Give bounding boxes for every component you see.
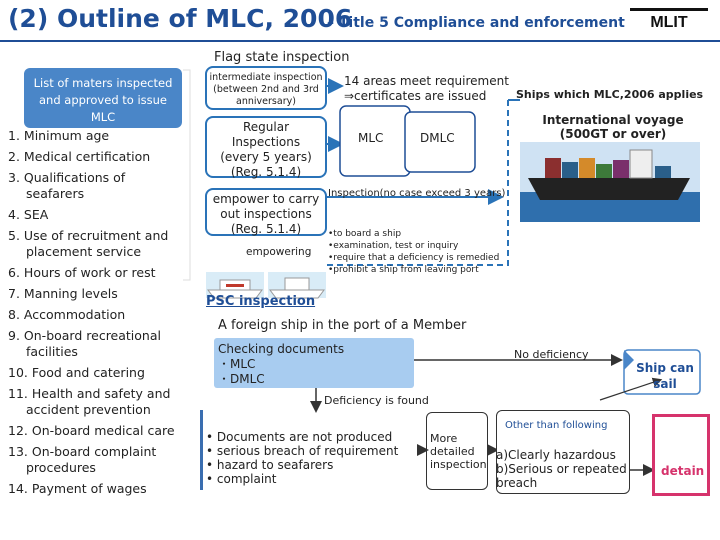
page-title: (2) Outline of MLC, 2006: [8, 4, 353, 33]
list-item-text: Health and safety and: [31, 386, 171, 401]
mlc-cert-label: MLC: [358, 131, 384, 145]
more-line-1: More: [430, 432, 458, 445]
areas-text: [344, 74, 509, 104]
list-item-continuation: seafarers: [26, 186, 85, 201]
list-item-text: On-board medical care: [31, 423, 175, 438]
list-item-number: 2.: [8, 149, 20, 164]
list-item-number: 8.: [8, 307, 20, 322]
more-line-3: inspection: [430, 458, 487, 471]
empower-line-1: empower to carry: [212, 192, 320, 206]
checking-documents: [218, 342, 344, 387]
deficiency-found-label: Deficiency is found: [324, 394, 429, 407]
list-item-number: 13.: [8, 444, 28, 459]
list-item-continuation: accident prevention: [26, 402, 151, 417]
list-item-number: 11.: [8, 386, 28, 401]
regular-inspections-box: [205, 116, 327, 178]
regular-line-1: Regular: [242, 120, 290, 134]
no-deficiency-label: No deficiency: [514, 348, 589, 361]
detain-label: detain: [661, 464, 705, 478]
can-sail-line-2: sail: [653, 377, 677, 391]
power-item: •to board a ship: [328, 229, 402, 239]
ships-applies-label: Ships which MLC,2006 applies: [516, 88, 704, 101]
check-line-2: ・MLC: [218, 357, 256, 371]
regular-line-2: Inspections: [231, 135, 301, 149]
list-item-number: 10.: [8, 365, 28, 380]
list-item-number: 14.: [8, 481, 28, 496]
power-item: •examination, test or inquiry: [328, 241, 459, 251]
list-item-continuation: facilities: [26, 344, 78, 359]
list-item-text: Medical certification: [23, 149, 151, 164]
ship-can-sail: [634, 360, 696, 392]
areas-line-1: 14 areas meet requirement: [344, 74, 509, 88]
power-item: •prohibit a ship from leaving port: [328, 265, 479, 275]
list-item-text: Accommodation: [23, 307, 126, 322]
list-item-number: 5.: [8, 228, 20, 243]
detailed-inspection: [430, 432, 487, 471]
list-item-text: Qualifications of: [23, 170, 126, 185]
reason-item: • hazard to seafarers: [206, 458, 334, 472]
hazard-conditions: [496, 448, 627, 490]
list-item-text: Food and catering: [31, 365, 145, 380]
list-item-text: Use of recruitment and: [23, 228, 169, 243]
list-item-number: 12.: [8, 423, 28, 438]
list-heading: List of maters inspected and approved to issue MLC: [33, 76, 173, 124]
areas-line-2: ⇒certificates are issued: [344, 89, 487, 103]
list-item-text: SEA: [23, 207, 49, 222]
deficiency-reasons: [206, 430, 398, 486]
list-item-text: On-board complaint: [31, 444, 157, 459]
intl-line-2: (500GT or over): [559, 127, 667, 141]
flag-state-title: Flag state inspection: [214, 50, 350, 65]
list-item-text: Manning levels: [23, 286, 118, 301]
empower-line-3: (Reg. 5.1.4): [230, 222, 302, 236]
other-line-2: b)Serious or repeated: [496, 462, 627, 476]
list-item-text: On-board recreational: [23, 328, 161, 343]
other-than-label: Other than following: [505, 420, 608, 431]
intermediate-inspection-box: intermediate inspection (between 2nd and 3rd anniversary): [205, 66, 327, 110]
list-item-text: Payment of wages: [31, 481, 147, 496]
logo-text: MLIT: [650, 14, 688, 29]
list-item-number: 7.: [8, 286, 20, 301]
dmlc-cert-label: DMLC: [420, 131, 455, 145]
check-line-1: Checking documents: [218, 342, 345, 356]
intl-line-1: International voyage: [542, 113, 684, 127]
list-item-number: 9.: [8, 328, 20, 343]
psc-title: PSC inspection: [206, 294, 316, 309]
check-line-3: ・DMLC: [218, 372, 265, 386]
foreign-ship-label: A foreign ship in the port of a Member: [218, 318, 467, 333]
reason-item: • serious breach of requirement: [206, 444, 399, 458]
cargo-ship-image: [520, 142, 700, 222]
power-item: •require that a deficiency is remedied: [328, 253, 500, 263]
more-line-2: detailed: [430, 445, 475, 458]
list-item-number: 1.: [8, 128, 20, 143]
list-item-text: Minimum age: [23, 128, 110, 143]
detain-box: [652, 414, 710, 496]
page-subtitle: – Title 5 Compliance and enforcement: [327, 15, 625, 31]
list-item-text: Hours of work or rest: [23, 265, 156, 280]
list-item-number: 3.: [8, 170, 20, 185]
reason-item: • complaint: [206, 472, 277, 486]
reason-item: • Documents are not produced: [206, 430, 393, 444]
list-item-continuation: procedures: [26, 460, 96, 475]
international-voyage: [532, 113, 694, 141]
list-item-continuation: placement service: [26, 244, 142, 259]
other-line-1: a)Clearly hazardous: [496, 448, 616, 462]
list-item-number: 6.: [8, 265, 20, 280]
other-line-3: breach: [496, 476, 538, 490]
regular-line-3: (every 5 years): [220, 150, 312, 164]
inspection-exceed-label: Inspection(no case exceed 3 years): [328, 188, 506, 199]
inspector-powers: [328, 228, 499, 276]
empowering-label: empowering: [246, 246, 312, 258]
regular-line-4: (Reg. 5.1.4): [230, 165, 302, 179]
list-item-number: 4.: [8, 207, 20, 222]
can-sail-line-1: Ship can: [636, 361, 694, 375]
empower-line-2: out inspections: [220, 207, 312, 221]
empower-box: [205, 188, 327, 236]
